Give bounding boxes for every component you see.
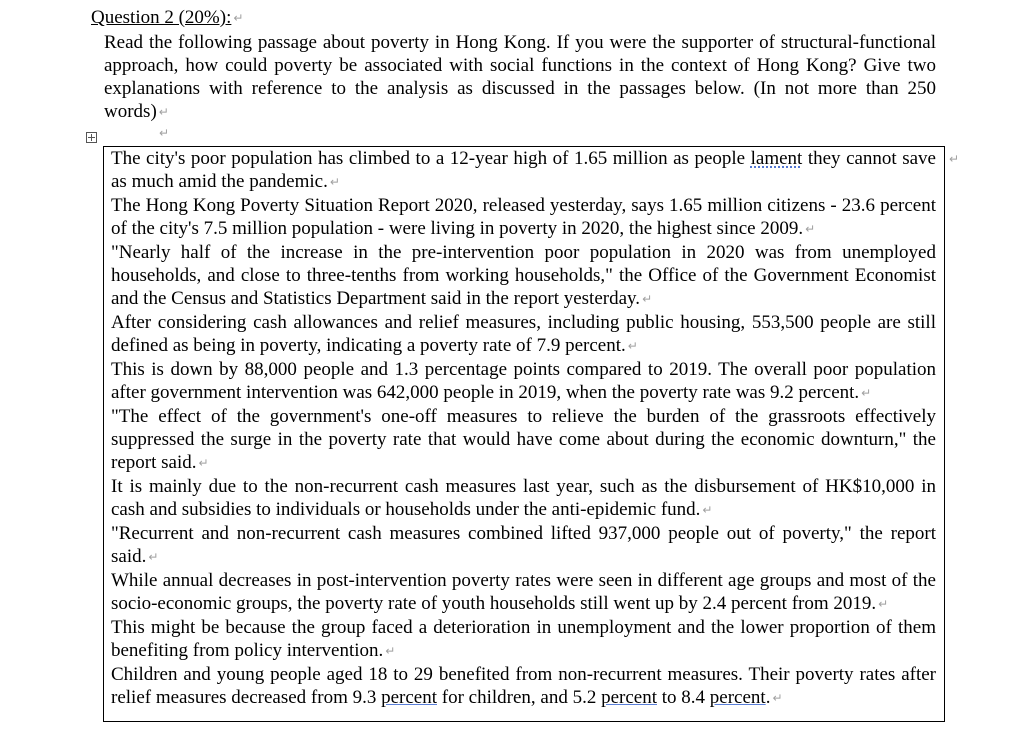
passage-text-run: After considering cash allowances and relief measures, including public housing, 553,500 people are still defined as being in poverty, indicating a poverty rate of 7.9 percent. [111, 312, 936, 356]
paragraph-mark: ↵ [627, 339, 638, 353]
passage-text-run: they cannot save as much amid the pandemic. [111, 148, 936, 192]
paragraph-mark: ↵ [805, 222, 816, 236]
passage-paragraph-1 [111, 147, 936, 194]
passage-text-run: This might be because the group faced a deterioration in unemployment and the lower proportion of them benefiting from policy intervention. [111, 617, 936, 661]
end-of-row-mark [947, 151, 959, 169]
paragraph-mark: ↵ [385, 644, 396, 658]
passage-paragraph-7 [111, 475, 936, 522]
passage-text-run: It is mainly due to the non-recurrent cash measures last year, such as the disbursement of HK$10,000 in cash and subsidies to individuals or households under the anti-epidemic fund. [111, 476, 936, 520]
proofing-flagged-word[interactable]: percent [381, 687, 437, 708]
empty-paragraph [157, 121, 169, 145]
passage-text-run: The city's poor population has climbed to a 12-year high of 1.65 million as people [111, 148, 751, 169]
paragraph-mark: ↵ [642, 292, 653, 306]
passage-paragraph-11 [111, 663, 936, 710]
question-prompt-text: Read the following passage about poverty in Hong Kong. If you were the supporter of structural-functional approach, how could poverty be associated with social functions in the context of Hong Kong? Give two explanations with reference to the analysis as discussed in the passages below. (In not more than 250 words) [104, 32, 936, 122]
passage-paragraph-3 [111, 241, 936, 311]
passage-paragraph-4 [111, 311, 936, 358]
paragraph-mark: ↵ [159, 126, 170, 140]
passage-text-run: to 8.4 [657, 687, 710, 708]
passage-text-run: Children and young people aged 18 to 29 benefited from non-recurrent measures. Their poverty rates after relief measures decreased from 9.3 [111, 664, 936, 708]
question-heading [91, 6, 243, 30]
question-heading-text: Question 2 (20%): [91, 7, 232, 28]
passage-paragraph-10 [111, 616, 936, 663]
passage-text-run: for children, and 5.2 [437, 687, 602, 708]
passage-paragraph-6 [111, 405, 936, 475]
paragraph-mark: ↵ [878, 597, 889, 611]
question-prompt [104, 31, 936, 124]
paragraph-mark: ↵ [702, 503, 713, 517]
passage-paragraph-5 [111, 358, 936, 405]
passage-text-run: "Recurrent and non-recurrent cash measures combined lifted 937,000 people out of poverty," the report said. [111, 523, 936, 567]
passage-paragraph-9 [111, 569, 936, 616]
passage-text[interactable] [111, 147, 936, 710]
proofing-flagged-word[interactable]: percent [709, 687, 766, 708]
passage-text-run: This is down by 88,000 people and 1.3 percentage points compared to 2019. The overall poor population after government intervention was 642,000 people in 2019, when the poverty rate was 9.2 percent. [111, 359, 936, 403]
passage-paragraph-2 [111, 194, 936, 241]
table-move-handle-icon[interactable] [86, 132, 97, 143]
paragraph-mark: ↵ [148, 550, 159, 564]
paragraph-mark: ↵ [772, 691, 783, 705]
passage-paragraph-8 [111, 522, 936, 569]
paragraph-mark: ↵ [233, 11, 244, 25]
paragraph-mark: ↵ [861, 386, 872, 400]
proofing-flagged-word[interactable]: percent [601, 687, 657, 708]
paragraph-mark: ↵ [198, 456, 209, 470]
paragraph-mark: ↵ [949, 152, 960, 166]
paragraph-mark: ↵ [329, 175, 340, 189]
proofing-flagged-word[interactable]: lament [750, 148, 803, 169]
passage-text-run: "The effect of the government's one-off measures to relieve the burden of the grassroots effectively suppressed the surge in the poverty rate that would have come about during the economic downturn," the report said. [111, 406, 936, 473]
passage-text-run: The Hong Kong Poverty Situation Report 2020, released yesterday, says 1.65 million citizens - 23.6 percent of the city's 7.5 million population - were living in poverty in 2020, the highest since 2009. [111, 195, 936, 239]
passage-text-run: While annual decreases in post-intervention poverty rates were seen in different age groups and most of the socio-economic groups, the poverty rate of youth households still went up by 2.4 percent from 2019. [111, 570, 936, 614]
passage-text-run: "Nearly half of the increase in the pre-intervention poor population in 2020 was from unemployed households, and close to three-tenths from working households," the Office of the Government Economist and the Census and Statistics Department said in the report yesterday. [111, 242, 936, 309]
passage-text-run: . [765, 687, 771, 708]
paragraph-mark: ↵ [158, 105, 169, 119]
